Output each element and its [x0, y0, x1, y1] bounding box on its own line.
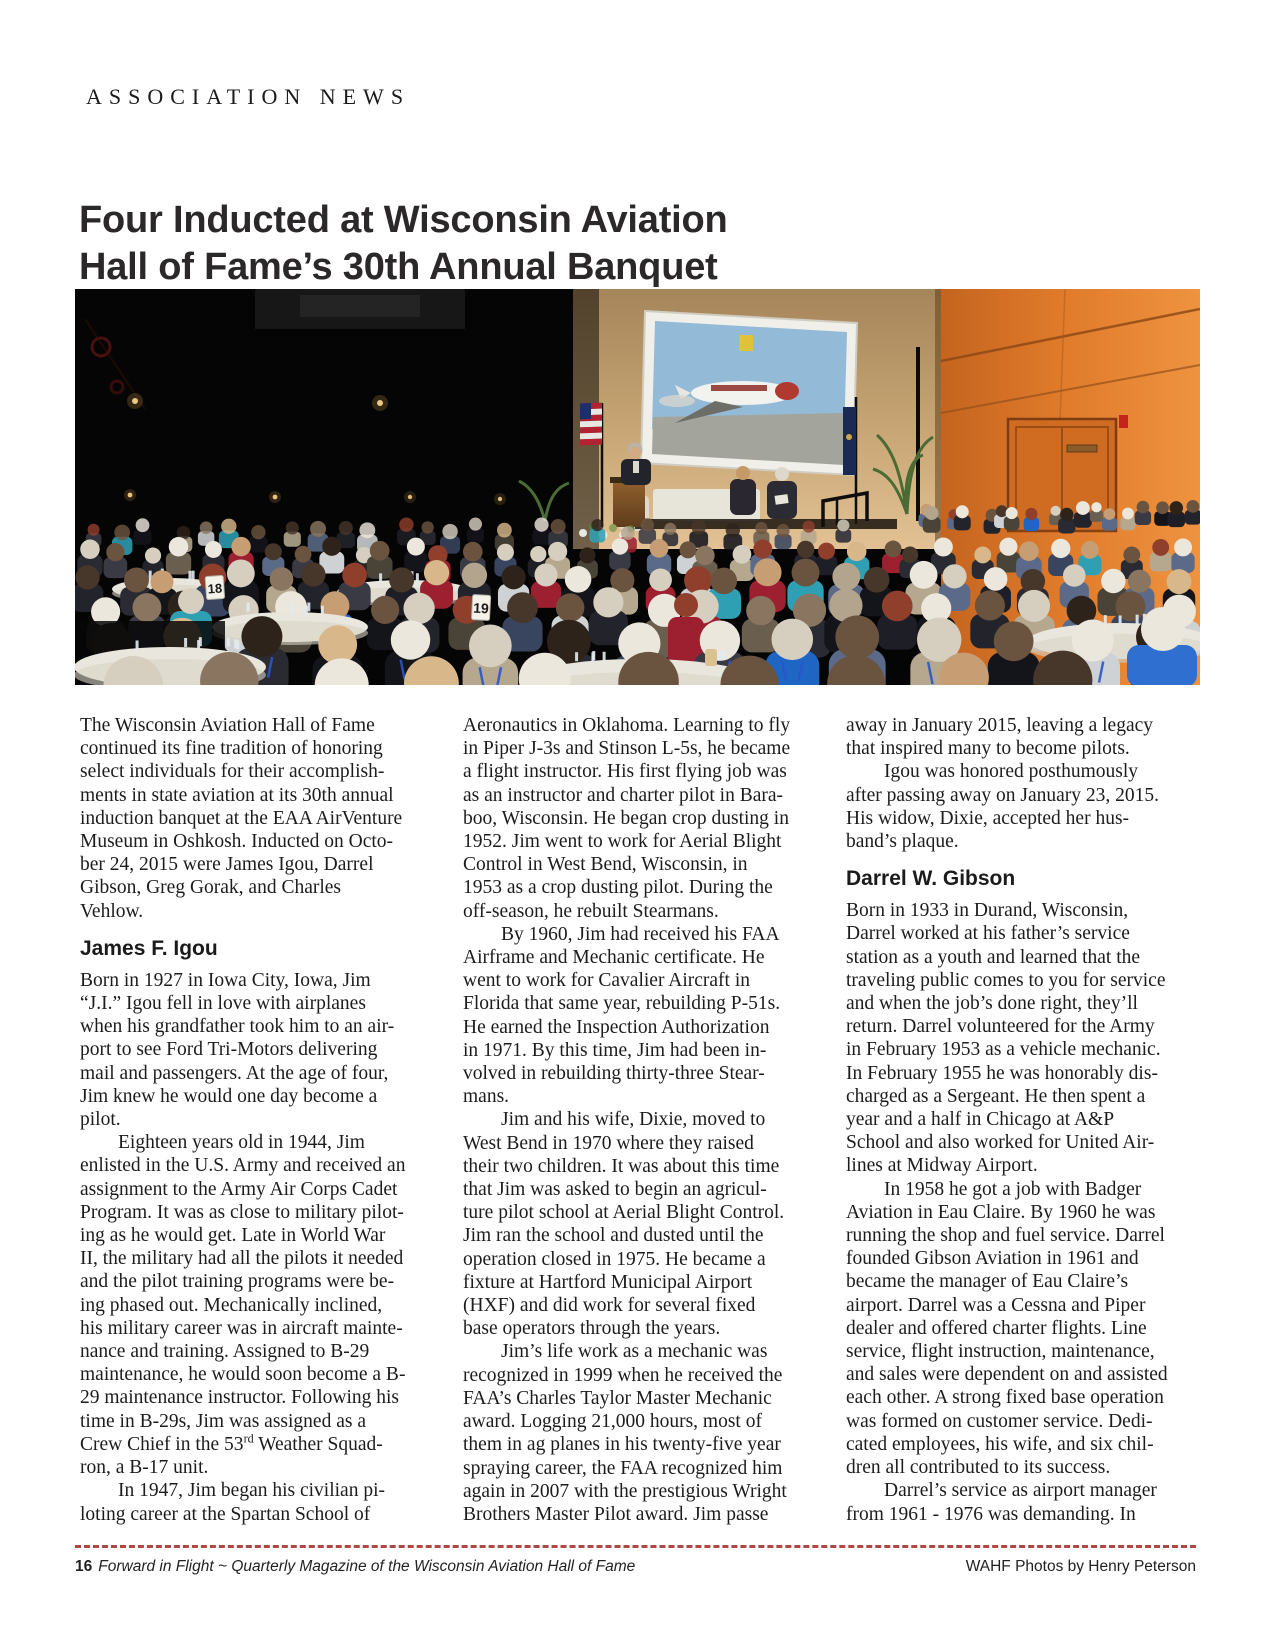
photo-credit: WAHF Photos by Henry Peterson — [965, 1558, 1196, 1575]
text-line: and sales were dependent on and assisted — [846, 1364, 1168, 1386]
banquet-photo-scene — [75, 289, 1200, 685]
text-line: Control in West Bend, Wisconsin, in — [463, 854, 748, 876]
text-line: II, the military had all the pilots it needed — [80, 1248, 404, 1270]
text-line: service, flight instruction, maintenance, — [846, 1341, 1155, 1363]
paragraph — [463, 714, 813, 923]
inductee-heading: James F. Igou — [80, 936, 218, 960]
text-line: pilot. — [80, 1109, 121, 1131]
text-line: Jim and his wife, Dixie, moved to — [501, 1109, 766, 1131]
text-line: ber 24, 2015 were James Igou, Darrel — [80, 854, 374, 876]
text-line: FAA’s Charles Taylor Master Mechanic — [463, 1387, 772, 1409]
text-line: mans. — [463, 1086, 510, 1108]
header-vertical-rule — [76, 50, 78, 136]
text-line: lines at Midway Airport. — [846, 1155, 1038, 1177]
text-line: ture pilot school at Aerial Blight Control. — [463, 1202, 785, 1224]
text-line: 1952. Jim went to work for Aerial Blight — [463, 831, 782, 853]
projection-screen — [641, 311, 857, 475]
text-line: enlisted in the U.S. Army and received an — [80, 1155, 406, 1177]
text-line: spraying career, the FAA recognized him — [463, 1457, 783, 1479]
footer-left — [75, 1558, 635, 1576]
text-line: Igou was honored posthumously — [884, 761, 1139, 783]
text-line: In 1958 he got a job with Badger — [884, 1178, 1142, 1200]
text-line: ron, a B-17 unit. — [80, 1457, 209, 1479]
text-line: In February 1955 he was honorably dis- — [846, 1062, 1158, 1084]
text-line: 29 maintenance instructor. Following his — [80, 1387, 399, 1409]
text-line: as an instructor and charter pilot in Bara- — [463, 784, 784, 806]
text-line: Aeronautics in Oklahoma. Learning to fly — [463, 715, 791, 736]
text-line: in February 1953 as a vehicle mechanic. — [846, 1039, 1161, 1061]
paragraph — [80, 969, 430, 1131]
text-line: Born in 1927 in Iowa City, Iowa, Jim — [80, 969, 371, 991]
paragraph — [846, 760, 1196, 853]
text-line: Jim’s life work as a mechanic was — [501, 1341, 768, 1363]
column-2 — [463, 714, 813, 1526]
text-line: Jim knew he would one day become a — [80, 1085, 378, 1107]
column-1 — [80, 714, 430, 1526]
text-line: return. Darrel volunteered for the Army — [846, 1016, 1155, 1038]
magazine-title-line: Forward in Flight ~ Quarterly Magazine of the Wisconsin Aviation Hall of Fame — [98, 1558, 636, 1575]
text-line: ments in state aviation at its 30th annual — [80, 784, 394, 806]
text-line: off-season, he rebuilt Stearmans. — [463, 900, 719, 922]
text-line: Airframe and Mechanic certificate. He — [463, 947, 765, 969]
text-line: Crew Chief in the 53rd Weather Squad- — [80, 1431, 383, 1455]
text-line: Darrel worked at his father’s service — [846, 923, 1130, 945]
text-line: Gibson, Greg Gorak, and Charles — [80, 877, 342, 899]
text-line: nance and training. Assigned to B-29 — [80, 1341, 370, 1363]
text-line: traveling public comes to you for service — [846, 969, 1166, 991]
paragraph — [846, 1479, 1196, 1525]
text-line: in 1971. By this time, Jim had been in- — [463, 1039, 767, 1061]
text-line: base operators through the years. — [463, 1318, 721, 1340]
paragraph — [846, 899, 1196, 1177]
text-line: His widow, Dixie, accepted her hus- — [846, 807, 1130, 829]
section-kicker: ASSOCIATION NEWS — [86, 84, 411, 109]
text-line: port to see Ford Tri-Motors delivering — [80, 1039, 378, 1061]
text-line: induction banquet at the EAA AirVenture — [80, 807, 403, 829]
text-line: “J.I.” Igou fell in love with airplanes — [80, 993, 366, 1015]
text-line: after passing away on January 23, 2015. — [846, 784, 1159, 806]
text-line: maintenance, he would soon become a B- — [80, 1364, 406, 1386]
text-line: and the pilot training programs were be- — [80, 1271, 395, 1293]
text-line: Florida that same year, rebuilding P-51s. — [463, 993, 781, 1015]
text-line: award. Logging 21,000 hours, most of — [463, 1411, 762, 1433]
text-line: assignment to the Army Air Corps Cadet — [80, 1178, 398, 1200]
text-line: band’s plaque. — [846, 831, 959, 853]
text-line: was formed on customer service. Dedi- — [846, 1410, 1153, 1432]
text-line: his military career was in aircraft mainte- — [80, 1317, 403, 1339]
article-title-line2: Hall of Fame’s 30th Annual Banquet — [79, 246, 718, 288]
text-line: Darrel’s service as airport manager — [884, 1480, 1157, 1502]
text-line: Program. It was as close to military pilot- — [80, 1201, 404, 1223]
text-line: Jim ran the school and dusted until the — [463, 1225, 764, 1247]
text-line: year and a half in Chicago at A&P — [846, 1109, 1115, 1131]
banquet-photo — [75, 289, 1200, 685]
header-horizontal-rule — [45, 74, 585, 76]
article-title-line1: Four Inducted at Wisconsin Aviation — [79, 199, 728, 241]
text-line: became the manager of Eau Claire’s — [846, 1271, 1129, 1293]
fire-alarm-box — [1119, 415, 1128, 428]
text-line: from 1961 - 1976 was demanding. In — [846, 1503, 1136, 1525]
paragraph — [463, 923, 813, 1109]
paragraph — [846, 714, 1196, 760]
text-line: cated employees, his wife, and six chil- — [846, 1433, 1154, 1455]
paragraph — [80, 714, 430, 923]
paragraph — [463, 1340, 813, 1526]
text-line: running the shop and fuel service. Darrel — [846, 1225, 1165, 1247]
text-line: Aviation in Eau Claire. By 1960 he was — [846, 1201, 1156, 1223]
text-line: went to work for Cavalier Aircraft in — [463, 970, 750, 992]
inductee-heading: Darrel W. Gibson — [846, 867, 1016, 891]
footer-dashed-rule — [75, 1545, 1196, 1548]
article-title — [79, 197, 728, 291]
text-line: them in ag planes in his twenty-five year — [463, 1434, 781, 1456]
text-line: again in 2007 with the prestigious Wright — [463, 1480, 787, 1502]
text-line: fixture at Hartford Municipal Airport — [463, 1271, 753, 1293]
text-line: dren all contributed to its success. — [846, 1457, 1111, 1479]
text-line: He earned the Inspection Authorization — [463, 1016, 770, 1038]
text-line: time in B-29s, Jim was assigned as a — [80, 1410, 366, 1432]
text-line: their two children. It was about this time — [463, 1155, 780, 1177]
text-line: founded Gibson Aviation in 1961 and — [846, 1248, 1139, 1270]
text-line: recognized in 1999 when he received the — [463, 1364, 783, 1386]
text-line: Vehlow. — [80, 900, 144, 922]
paragraph — [80, 1479, 430, 1525]
text-line: operation closed in 1975. He became a — [463, 1248, 766, 1270]
text-line: In 1947, Jim began his civilian pi- — [118, 1480, 386, 1502]
text-line: each other. A strong fixed base operation — [846, 1387, 1164, 1409]
text-line: boo, Wisconsin. He began crop dusting in — [463, 807, 789, 829]
text-line: airport. Darrel was a Cessna and Piper — [846, 1294, 1146, 1316]
text-line: and when the job’s done right, they’ll — [846, 993, 1138, 1015]
text-line: Eighteen years old in 1944, Jim — [118, 1132, 365, 1154]
page-number: 16 — [75, 1558, 93, 1575]
text-line: Brothers Master Pilot award. Jim passe — [463, 1503, 769, 1525]
text-line: The Wisconsin Aviation Hall of Fame — [80, 715, 375, 736]
text-line: away in January 2015, leaving a legacy — [846, 715, 1154, 736]
text-line: station as a youth and learned that the — [846, 946, 1141, 968]
text-line: 1953 as a crop dusting pilot. During the — [463, 877, 773, 899]
column-3 — [846, 714, 1196, 1526]
text-line: continued its fine tradition of honoring — [80, 738, 383, 760]
text-line: when his grandfather took him to an air- — [80, 1016, 395, 1038]
text-line: Born in 1933 in Durand, Wisconsin, — [846, 900, 1129, 922]
text-line: School and also worked for United Air- — [846, 1132, 1155, 1154]
table-card-19: 19 — [472, 599, 490, 617]
text-line: dealer and offered charter flights. Line — [846, 1317, 1147, 1339]
text-line: select individuals for their accomplish- — [80, 761, 385, 783]
paragraph — [80, 1131, 430, 1479]
article-columns — [80, 714, 1196, 1526]
text-line: ing phased out. Mechanically inclined, — [80, 1294, 383, 1316]
text-line: ing as he would get. Late in World War — [80, 1225, 386, 1247]
text-line: that inspired many to become pilots. — [846, 738, 1130, 760]
text-line: By 1960, Jim had received his FAA — [501, 923, 780, 945]
text-line: that Jim was asked to begin an agricul- — [463, 1179, 767, 1201]
text-line: loting career at the Spartan School of — [80, 1503, 371, 1525]
text-line: West Bend in 1970 where they raised — [463, 1132, 754, 1154]
text-line: (HXF) and did work for several fixed — [463, 1295, 756, 1317]
text-line: charged as a Sergeant. He then spent a — [846, 1085, 1146, 1107]
text-line: in Piper J-3s and Stinson L-5s, he became — [463, 738, 791, 760]
text-line: volved in rebuilding thirty-three Stear- — [463, 1063, 765, 1085]
paragraph — [463, 1108, 813, 1340]
text-line: mail and passengers. At the age of four, — [80, 1062, 389, 1084]
table-card-18: 18 — [207, 580, 223, 597]
text-line: Museum in Oshkosh. Inducted on Octo- — [80, 831, 394, 853]
text-line: a flight instructor. His first flying job was — [463, 761, 787, 783]
paragraph — [846, 1178, 1196, 1480]
